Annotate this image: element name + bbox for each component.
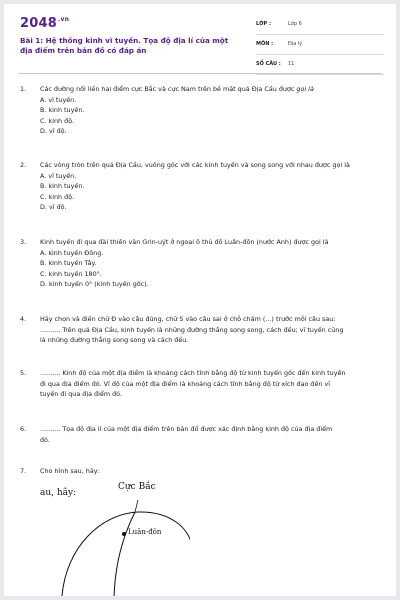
lesson-meta — [256, 17, 384, 77]
meta-label: SỐ CÂU : — [256, 61, 281, 67]
lesson-title: Bài 1: Hệ thống kinh vĩ tuyến. Tọa độ địa lí của một địa điểm trên bản đồ có đáp án — [20, 36, 229, 55]
question-number: 3. — [20, 238, 27, 246]
statement-line: đó. — [40, 435, 50, 444]
option-a: A. vĩ tuyến. — [40, 95, 77, 104]
pole-pointer — [135, 500, 138, 512]
option-b: B. kinh tuyến. — [40, 106, 85, 114]
question-number: 4. — [20, 315, 27, 323]
globe-outline — [62, 512, 190, 596]
option-b: B. kinh tuyến. — [40, 182, 85, 190]
statement-line: là những đường thẳng song song và cách đều. — [40, 336, 189, 344]
question-stem: Các đường nối liền hai điểm cực Bắc và cực Nam trên bề mặt quả Địa Cầu được gọi là — [40, 85, 314, 93]
question-number: 6. — [20, 425, 27, 433]
question-stem: Cho hình sau, hãy: — [40, 467, 100, 475]
question-stem: Các vòng tròn trên quả Địa Cầu, vuông góc với các kinh tuyến và song song với nhau được gọi là — [40, 161, 350, 169]
option-c: C. kinh độ. — [40, 192, 75, 201]
north-pole-label: Cực Bắc — [118, 482, 156, 492]
globe-figure — [40, 478, 190, 596]
city-marker — [122, 532, 126, 536]
question-2 — [20, 160, 382, 213]
statement-line: .......... Trên quả Địa Cầu, kinh tuyến là những đường thẳng song song, cách đều; vĩ tuyến cũng — [40, 325, 344, 334]
city-label: Luân-đôn — [128, 528, 162, 536]
meta-label: LỚP : — [256, 21, 271, 27]
question-5 — [20, 368, 382, 400]
meta-row-subject — [256, 37, 384, 55]
header-divider — [18, 73, 382, 74]
option-a: A. vĩ tuyến. — [40, 171, 77, 180]
statement-line: .......... Kinh độ của một địa điểm là khoảng cách tính bằng độ từ kinh tuyến gốc đến kinh tuyến — [40, 369, 346, 377]
meta-label: MÔN : — [256, 41, 274, 47]
meta-value: Lớp 6 — [288, 21, 302, 27]
option-c: C. kinh độ. — [40, 116, 75, 125]
option-b: B. kinh tuyến Tây. — [40, 259, 97, 267]
statement-line: tuyến đi qua địa điểm đó. — [40, 390, 122, 398]
option-d: D. vĩ độ. — [40, 203, 67, 211]
question-7 — [20, 466, 382, 477]
question-3 — [20, 237, 382, 290]
question-number: 5. — [20, 369, 27, 377]
site-logo[interactable]: $2048^{.vn}$ — [20, 16, 70, 31]
option-d: D. vĩ độ. — [40, 127, 67, 135]
question-4 — [20, 314, 382, 346]
question-number: 7. — [20, 467, 27, 475]
meta-value: 11 — [288, 61, 295, 67]
question-stem: Kinh tuyến đi qua đài thiên văn Grin-uýt ở ngoại ô thủ đô Luân-đôn (nước Anh) được gọi là — [40, 238, 329, 246]
meta-row-class — [256, 17, 384, 35]
option-a: A. kinh tuyến Đông. — [40, 248, 104, 257]
meridian-line — [114, 512, 135, 596]
question-number: 2. — [20, 161, 27, 169]
option-d: D. kinh tuyến 0° (kinh tuyến gốc). — [40, 280, 149, 288]
document-page — [4, 4, 396, 596]
statement-line: .......... Tọa độ địa lí của một địa điểm trên bản đồ được xác định bằng kinh độ của địa điểm — [40, 425, 333, 433]
statement-line: đi qua địa điểm đó. Vĩ độ của một địa điểm là khoảng cách tính bằng độ từ xích đạo đến vĩ — [40, 379, 331, 388]
globe-sketch — [40, 478, 190, 596]
question-6 — [20, 424, 382, 445]
option-c: C. kinh tuyến 180°. — [40, 269, 102, 278]
document-header — [4, 4, 396, 70]
question-number: 1. — [20, 85, 27, 93]
meta-value: Địa lý — [288, 41, 303, 47]
figure-partial-text: au, hãy: — [40, 488, 77, 498]
question-1 — [20, 84, 382, 137]
question-stem: Hãy chọn và điền chữ Đ vào câu đúng, chữ S vào câu sai ở chỗ chấm (...) trước mỗi câu sau: — [40, 315, 336, 323]
